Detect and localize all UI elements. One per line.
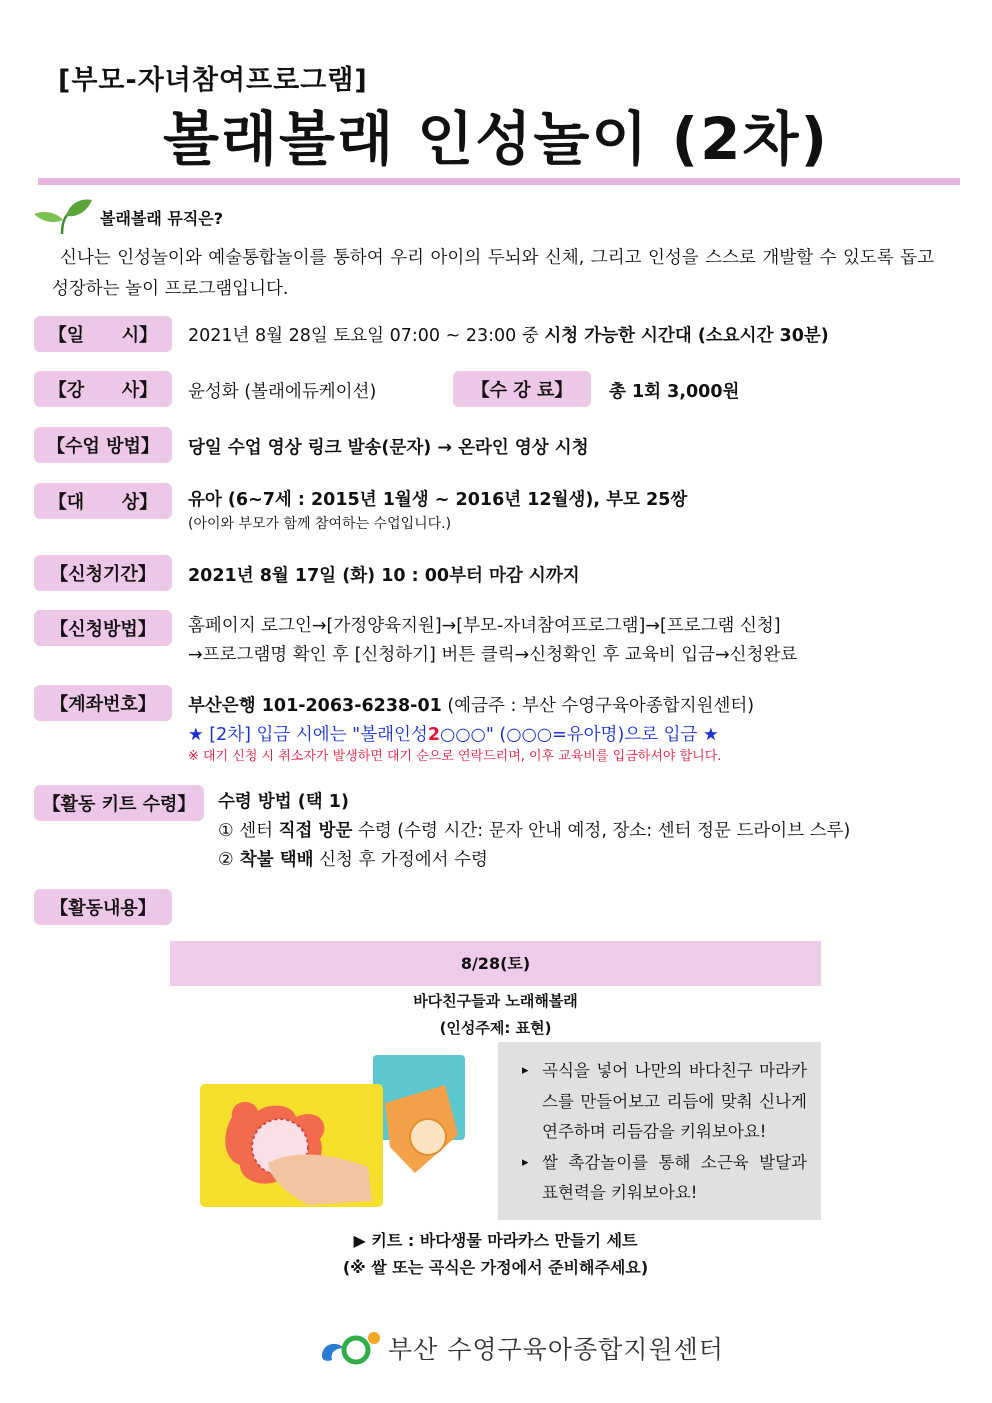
activity-date: 8/28(토) bbox=[170, 941, 821, 986]
period-value: 2021년 8월 17일 (화) 10 : 00부터 마감 시까지 bbox=[188, 566, 580, 586]
label-apply: 【신청방법】 bbox=[34, 610, 172, 646]
label-target: 【대 상】 bbox=[34, 483, 172, 519]
label-period: 【신청기간】 bbox=[34, 555, 172, 591]
label-account: 【계좌번호】 bbox=[34, 685, 172, 721]
session-title: 바다친구들과 노래해볼래 bbox=[413, 992, 578, 1010]
method-value: 당일 수업 영상 링크 발송(문자) → 온라인 영상 시청 bbox=[188, 438, 589, 458]
page-title: 볼래볼래 인성놀이 (2차) bbox=[162, 105, 829, 173]
activity-bullet: ▸ 쌀 촉감놀이를 통해 소근육 발달과 표현력을 키워보아요! bbox=[522, 1148, 807, 1209]
label-schedule: 【일 시】 bbox=[34, 316, 172, 352]
kit-pickup-heading: 수령 방법 (택 1) bbox=[218, 792, 349, 812]
target-note: (아이와 부모가 함께 참여하는 수업입니다.) bbox=[188, 516, 452, 532]
maracas-kit-photo bbox=[200, 1055, 490, 1207]
intro-body: 신나는 인성놀이와 예술통합놀이를 통하여 우리 아이의 두뇌와 신체, 그리고 인성을 스스로 개발할 수 있도록 돕고 성장하는 놀이 프로그램입니다. bbox=[52, 248, 934, 299]
deposit-instruction: ★ [2차] 입금 시에는 "볼래인성2○○○" (○○○=유아명)으로 입금 ★ bbox=[188, 725, 719, 745]
activity-bullet: ▸ 곡식을 넣어 나만의 바다친구 마라카스를 만들어보고 리듬에 맞춰 신나게 연주하며 리듬감을 키워보아요! bbox=[522, 1056, 807, 1148]
label-fee: 【수 강 료】 bbox=[453, 371, 591, 407]
apply-steps-1: 홈페이지 로그인→[가정양육지원]→[부모-자녀참여프로그램]→[프로그램 신청] bbox=[188, 616, 781, 636]
title-divider bbox=[38, 178, 960, 185]
label-kit-pickup: 【활동 키트 수령】 bbox=[34, 785, 204, 821]
schedule-value: 2021년 8월 28일 토요일 07:00 ~ 23:00 중 시청 가능한 시간대 (소요시간 30분) bbox=[188, 326, 829, 346]
intro-heading: 볼래볼래 뮤직은? bbox=[100, 209, 224, 228]
label-method: 【수업 방법】 bbox=[34, 427, 172, 463]
kit-name: ▶ 키트 : 바다생물 마라카스 만들기 세트 bbox=[353, 1231, 638, 1250]
target-value: 유아 (6~7세 : 2015년 1월생 ~ 2016년 12월생), 부모 25쌍 bbox=[188, 490, 688, 510]
account-value: 부산은행 101-2063-6238-01 (예금주 : 부산 수영구육아종합지원센터) bbox=[188, 696, 755, 716]
instructor-value: 윤성화 (볼래에듀케이션) bbox=[188, 382, 377, 402]
footer-org-name: 부산 수영구육아종합지원센터 bbox=[388, 1335, 724, 1364]
fee-value: 총 1회 3,000원 bbox=[609, 382, 740, 402]
kit-pickup-option-1: ① 센터 직접 방문 수령 (수령 시간: 문자 안내 예정, 장소: 센터 정문 드라이브 스루) bbox=[218, 821, 851, 841]
label-instructor: 【강 사】 bbox=[34, 371, 172, 407]
kit-pickup-option-2: ② 착불 택배 신청 후 가정에서 수령 bbox=[218, 850, 488, 870]
label-activity: 【활동내용】 bbox=[34, 889, 172, 925]
program-category: [부모-자녀참여프로그램] bbox=[58, 65, 368, 96]
session-theme: (인성주제: 표현) bbox=[439, 1019, 552, 1037]
apply-steps-2: →프로그램명 확인 후 [신청하기] 버튼 클릭→신청확인 후 교육비 입금→신청완료 bbox=[188, 645, 798, 665]
center-logo-icon bbox=[316, 1326, 384, 1370]
kit-note: (※ 쌀 또는 곡식은 가정에서 준비해주세요) bbox=[342, 1258, 649, 1277]
sprout-icon bbox=[32, 196, 94, 236]
activity-description-box bbox=[498, 1042, 821, 1220]
waitlist-warning: ※ 대기 신청 시 취소자가 발생하면 대기 순으로 연락드리며, 이후 교육비를 입금하셔야 합니다. bbox=[188, 749, 722, 764]
